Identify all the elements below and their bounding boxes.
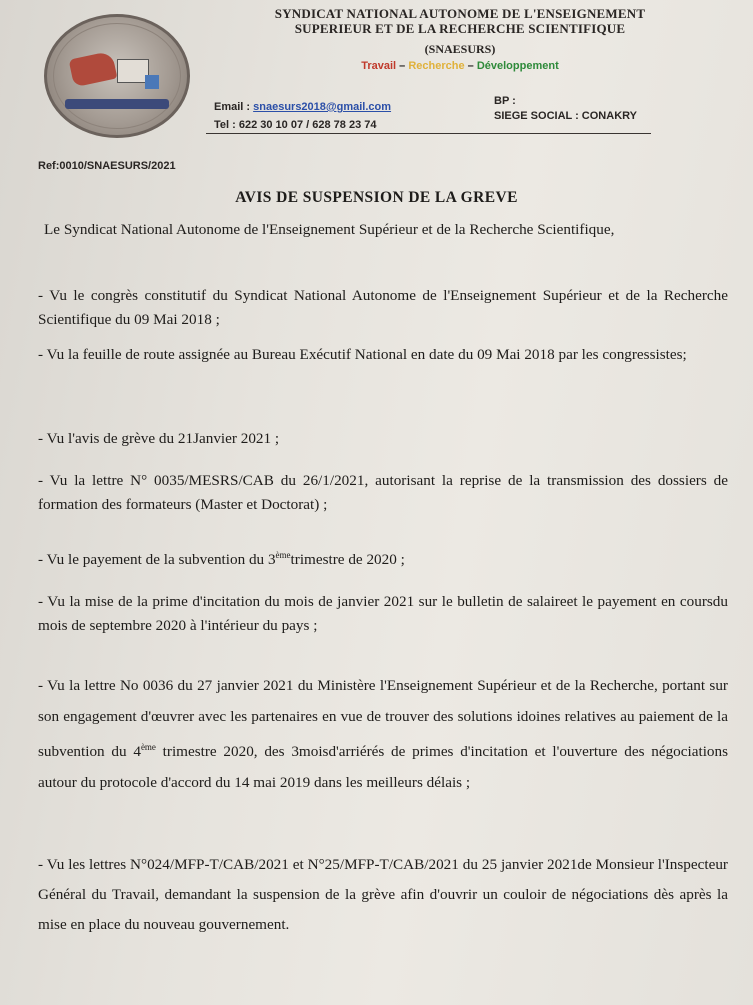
email-link[interactable]: snaesurs2018@gmail.com [253,101,392,113]
paragraph-strike-notice: - Vu l'avis de grève du 21Janvier 2021 ; [38,430,280,447]
contact-email [214,101,391,113]
email-label: Email : [214,101,254,113]
paragraph-incentive-bonus: - Vu la mise de la prime d'incitation du mois de janvier 2021 sur le bulletin de salaireet le payement en coursdu mois de septembre 2020 à l'intérieur du pays ; [38,593,728,634]
header-divider [206,133,651,134]
letter-0036-superscript: ème [140,742,156,752]
paragraph-subsidy-payment [38,543,728,572]
paragraph-roadmap: - Vu la feuille de route assignée au Bureau Exécutif National en date du 09 Mai 2018 par les congressistes; [38,346,687,363]
motto-development: Développement [476,60,559,72]
paragraph-intro: Le Syndicat National Autonome de l'Enseignement Supérieur et de la Recherche Scientifique, [44,221,615,238]
organization-name-line2: SUPERIEUR ET DE LA RECHERCHE SCIENTIFIQUE [294,21,626,36]
subsidy-text-a: - Vu le payement de la subvention du 3 [38,551,276,569]
motto-separator-1: – [396,60,409,72]
letter-0036-text-b: trimestre 2020, des 3moisd'arriérés de primes d'incitation et l'ouverture des négociations autour du protocole d'accord du 14 mai 2019 dans les meilleurs délais ; [38,743,729,792]
paragraph-letter-0036 [38,670,728,798]
organization-name-line1: SYNDICAT NATIONAL AUTONOME DE L'ENSEIGNEMENT [274,6,646,21]
postal-box: BP : [494,95,516,107]
subsidy-text-b: trimestre de 2020 ; [290,551,405,569]
letter-0036-text-a: - Vu la lettre No 0036 du 27 janvier 2021 du Ministère l'Enseignement Supérieur et de la Recherche, portant sur son engagement d'œuvrer avec les partenaires en vue de trouver des solutions idoines relatives au paiement de la subvention du 4 [38,677,728,761]
document-title: AVIS DE SUSPENSION DE LA GREVE [235,189,518,206]
logo-banner [65,99,169,109]
motto-work: Travail [361,60,397,72]
paragraph-letter-0035: - Vu la lettre N° 0035/MESRS/CAB du 26/1/2021, autorisant la reprise de la transmission des dossiers de formation des formateurs (Master et Doctorat) ; [38,472,728,513]
document-reference: Ref:0010/SNAESURS/2021 [38,160,176,172]
logo-emblem-blue [145,75,159,89]
letterhead [0,0,753,150]
subsidy-superscript: ème [275,550,291,560]
organization-name [200,6,720,36]
contact-phone: Tel : 622 30 10 07 / 628 78 23 74 [214,119,377,131]
paragraph-labour-letters: - Vu les lettres N°024/MFP-T/CAB/2021 et N°25/MFP-T/CAB/2021 du 25 janvier 2021de Monsieur l'Inspecteur Général du Travail, demandant la suspension de la grève afin d'ouvrir un couloir de négociations dès après la mise en place du nouveau gouvernement. [38,856,728,933]
motto [200,60,720,72]
organization-acronym: (SNAESURS) [424,42,496,56]
head-office: SIEGE SOCIAL : CONAKRY [494,110,638,122]
union-logo [44,14,190,138]
paragraph-congress: - Vu le congrès constitutif du Syndicat National Autonome de l'Enseignement Supérieur et de la Recherche Scientifique du 09 Mai 2018 ; [38,287,728,328]
motto-research: Recherche [408,60,465,72]
motto-separator-2: – [464,60,477,72]
